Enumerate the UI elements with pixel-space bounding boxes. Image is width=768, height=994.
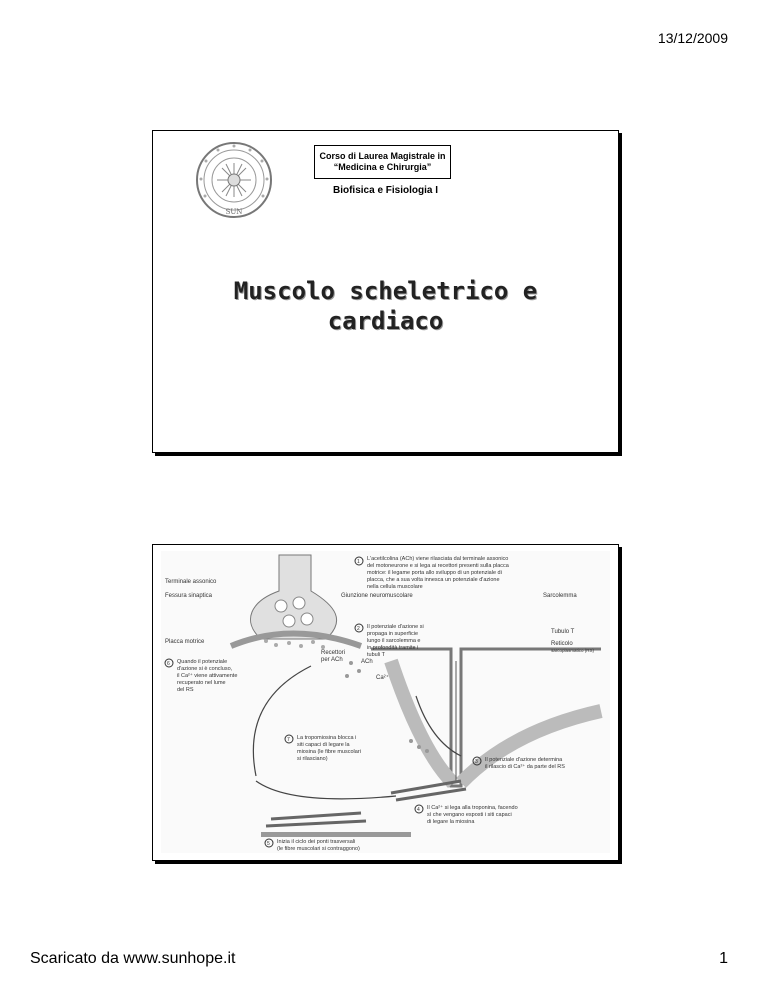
svg-text:6: 6 <box>167 661 170 667</box>
svg-text:del motoneurone e si lega ai r: del motoneurone e si lega ai recettori presenti sulla placca <box>367 563 509 569</box>
svg-text:in profondità tramite i: in profondità tramite i <box>367 645 419 651</box>
svg-text:si rilasciano): si rilasciano) <box>297 756 328 762</box>
label-sarcolemma: Sarcolemma <box>543 593 577 599</box>
label-recettori: Recettori <box>321 650 346 656</box>
label-placca: Placca motrice <box>165 639 205 645</box>
svg-text:d'azione si è concluso,: d'azione si è concluso, <box>177 666 233 672</box>
svg-text:Quando il potenziale: Quando il potenziale <box>177 659 228 665</box>
step-5 <box>265 839 360 852</box>
svg-text:sì che vengano esposti i siti: sì che vengano esposti i siti capaci <box>427 812 512 818</box>
label-reticolo-sub: sarcoplasmatico (RS) <box>551 648 595 653</box>
svg-text:L'acetilcolina (ACh) viene ril: L'acetilcolina (ACh) viene rilasciata dal terminale assonico <box>367 556 509 562</box>
course-line-2: “Medicina e Chirurgia” <box>333 162 432 172</box>
title-line-1: Muscolo scheletrico e <box>233 277 538 305</box>
subject-name: Biofisica e Fisiologia I <box>332 185 439 196</box>
svg-text:tubuli T: tubuli T <box>367 652 385 658</box>
svg-text:Il potenziale d'azione si: Il potenziale d'azione si <box>367 624 424 630</box>
svg-text:La tropomiosina blocca i: La tropomiosina blocca i <box>297 735 357 741</box>
course-name-box <box>314 145 451 179</box>
svg-text:di legare la miosina: di legare la miosina <box>427 819 475 825</box>
svg-text:lungo il sarcolemma e: lungo il sarcolemma e <box>367 638 421 644</box>
svg-text:propaga in superficie: propaga in superficie <box>367 631 419 637</box>
page-number: 1 <box>719 950 728 967</box>
svg-text:1: 1 <box>357 559 360 565</box>
label-giunzione: Giunzione neuromuscolare <box>341 593 413 599</box>
title-line-2: cardiaco <box>327 307 444 335</box>
seal-label: SUN <box>225 208 243 216</box>
course-line-1: Corso di Laurea Magistrale in <box>319 151 446 161</box>
svg-text:del RS: del RS <box>177 687 194 693</box>
label-tubulo: Tubulo T <box>551 629 575 635</box>
svg-text:3: 3 <box>475 759 478 765</box>
label-ca: Ca²⁺ <box>376 675 389 681</box>
svg-text:recuperato nel lume: recuperato nel lume <box>177 680 226 686</box>
label-reticolo: Reticolo <box>551 641 573 647</box>
svg-text:Inizia il ciclo dei ponti tras: Inizia il ciclo dei ponti trasversali <box>277 839 356 845</box>
svg-text:Il Ca²⁺ si lega alla troponina: Il Ca²⁺ si lega alla troponina, facendo <box>427 805 518 811</box>
svg-text:7: 7 <box>287 737 290 743</box>
svg-text:4: 4 <box>417 807 420 813</box>
diagram-slide <box>152 544 619 861</box>
excitation-contraction-diagram <box>161 551 610 853</box>
svg-text:miosina (le fibre muscolari: miosina (le fibre muscolari <box>297 749 361 755</box>
footer-source: Scaricato da www.sunhope.it <box>30 950 236 967</box>
svg-text:2: 2 <box>357 626 360 632</box>
svg-text:motrice: il legame porta allo: motrice: il legame porta allo sviluppo di un potenziale di <box>367 570 502 576</box>
date: 13/12/2009 <box>657 30 728 46</box>
svg-text:il rilascio di Ca²⁺ da parte d: il rilascio di Ca²⁺ da parte del RS <box>485 764 565 770</box>
slide-title <box>153 276 618 336</box>
svg-text:(le fibre muscolari si contrag: (le fibre muscolari si contraggono) <box>277 846 360 852</box>
label-recettori-sub: per ACh <box>321 657 343 663</box>
step-3 <box>473 757 565 770</box>
svg-text:Il potenziale d'azione determi: Il potenziale d'azione determina <box>485 757 563 763</box>
svg-text:5: 5 <box>267 841 270 847</box>
svg-text:placca, che a sua volta innesc: placca, che a sua volta innesca un potenziale d'azione <box>367 577 500 583</box>
svg-text:il Ca²⁺ viene attivamente: il Ca²⁺ viene attivamente <box>177 673 238 679</box>
label-terminale: Terminale assonico <box>165 579 217 585</box>
svg-text:siti capaci di legare la: siti capaci di legare la <box>297 742 350 748</box>
title-slide <box>152 130 619 453</box>
label-fessura: Fessura sinaptica <box>165 593 213 599</box>
label-ach: ACh <box>361 659 373 665</box>
svg-text:nella cellula muscolare: nella cellula muscolare <box>367 584 423 590</box>
university-seal-logo <box>195 141 273 219</box>
